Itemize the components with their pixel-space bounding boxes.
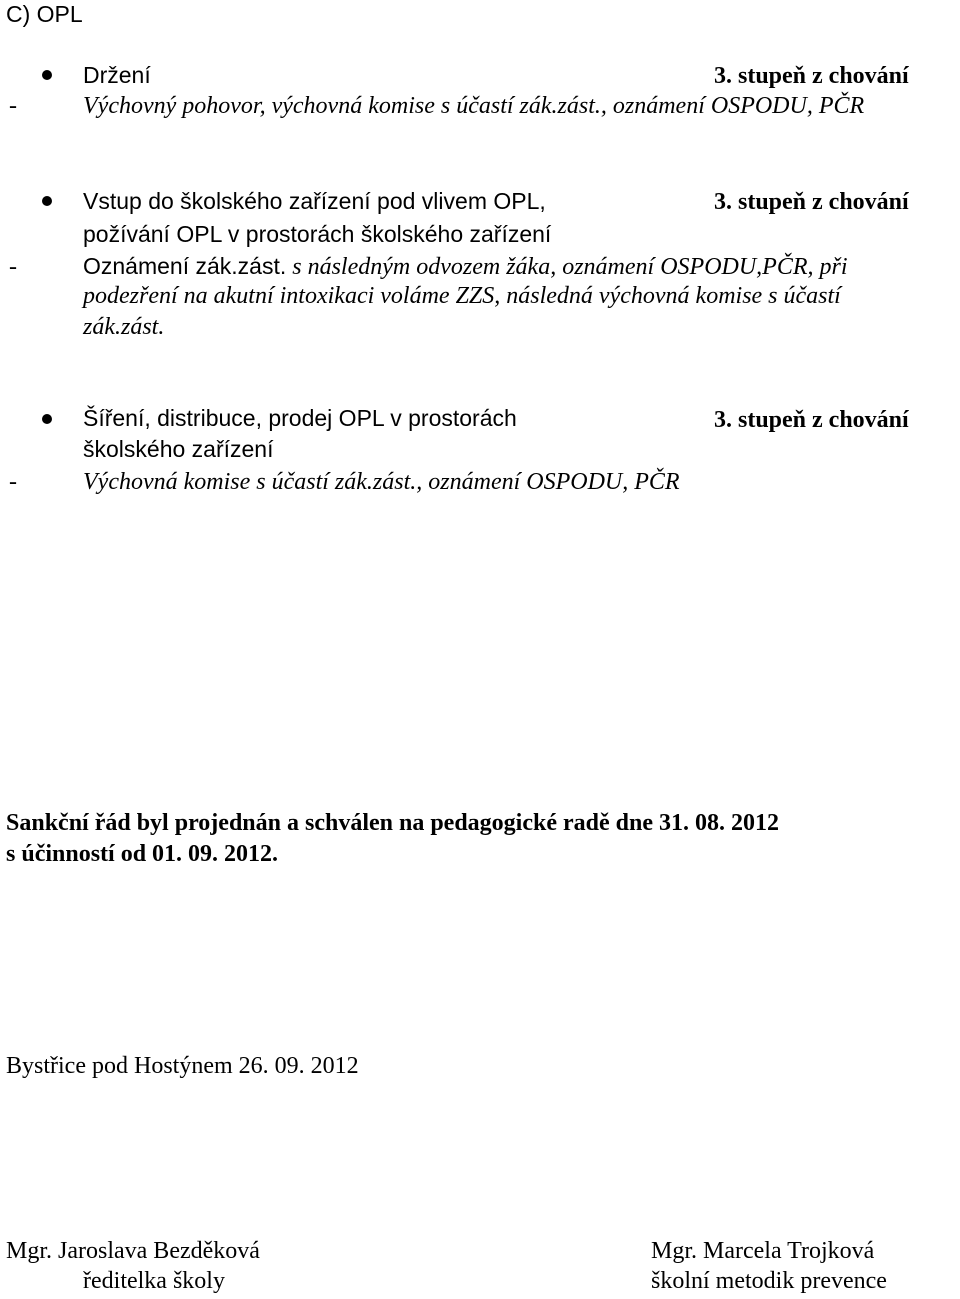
place-date: Bystřice pod Hostýnem 26. 09. 2012: [6, 1053, 359, 1079]
section-heading: C) OPL: [6, 1, 83, 27]
bullet-icon: [42, 196, 52, 206]
section-3-title-cont: školského zařízení: [83, 436, 274, 462]
signature-1-name: Mgr. Jaroslava Bezděková: [6, 1238, 260, 1264]
section-1-title: Držení: [83, 62, 151, 88]
section-3-title: Šíření, distribuce, prodej OPL v prostorách: [83, 405, 517, 431]
section-3-measure: Výchovná komise s účastí zák.zást., oznámení OSPODU, PČR: [83, 469, 680, 495]
signature-1-role: ředitelka školy: [83, 1268, 225, 1294]
section-1-measure: Výchovný pohovor, výchovná komise s účastí zák.zást., oznámení OSPODU, PČR: [83, 93, 865, 119]
section-1-dash: -: [9, 93, 17, 119]
section-2-measure-prefix: Oznámení zák.zást.: [83, 253, 287, 279]
section-2-measure-line-2: podezření na akutní intoxikaci voláme ZZS, následná výchovná komise s účastí: [83, 283, 841, 309]
signature-2-role: školní metodik prevence: [651, 1268, 887, 1294]
section-1-level: 3. stupeň z chování: [714, 63, 909, 89]
approval-line-1: Sankční řád byl projednán a schválen na pedagogické radě dne 31. 08. 2012: [6, 810, 780, 836]
section-2-measure-line-3: zák.zást.: [83, 314, 165, 340]
section-3-dash: -: [9, 469, 17, 495]
section-3-level: 3. stupeň z chování: [714, 407, 909, 433]
section-2-measure-line-1: [83, 255, 848, 279]
signature-2-name: Mgr. Marcela Trojková: [651, 1238, 875, 1264]
section-2-level: 3. stupeň z chování: [714, 189, 909, 215]
bullet-icon: [42, 414, 52, 424]
bullet-icon: [42, 70, 52, 80]
section-2-measure-rest: s následným odvozem žáka, oznámení OSPODU,PČR, při: [286, 254, 848, 280]
section-2-dash: -: [9, 254, 17, 280]
section-2-title: Vstup do školského zařízení pod vlivem OPL,: [83, 188, 546, 214]
section-2-title-cont: požívání OPL v prostorách školského zařízení: [83, 221, 552, 247]
approval-line-2: s účinností od 01. 09. 2012.: [6, 841, 279, 867]
